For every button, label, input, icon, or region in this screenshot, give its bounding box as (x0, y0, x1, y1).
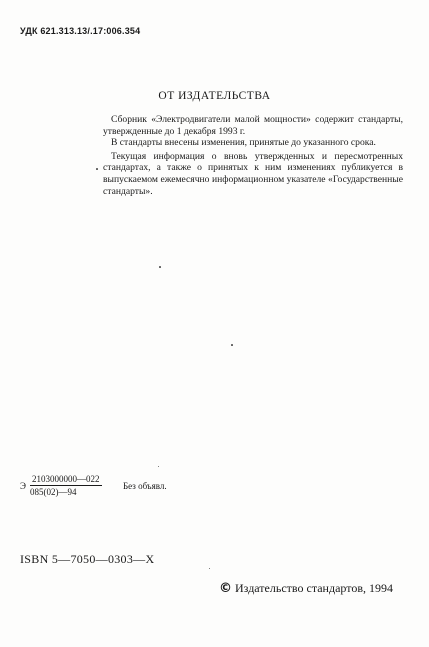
udc-code: УДК 621.313.13/.17:006.354 (20, 26, 141, 36)
publisher-note (103, 114, 403, 197)
paragraph-amendments: В стандарты внесены изменения, принятые до указанного срока. (111, 137, 376, 149)
index-prefix: Э (20, 481, 26, 491)
scan-speck (158, 466, 159, 467)
isbn: ISBN 5—7050—0303—X (20, 552, 155, 566)
index-fraction (30, 474, 102, 497)
scan-speck (96, 168, 98, 170)
page-heading: ОТ ИЗДАТЕЛЬСТВА (158, 90, 271, 102)
copyright-text: Издательство стандартов, 1994 (235, 581, 393, 595)
scan-speck (231, 344, 233, 346)
index-note: Без объявл. (123, 481, 167, 491)
copyright-line (219, 581, 393, 596)
copyright-icon: © (219, 581, 232, 596)
paragraph-information: Текущая информация о вновь утвержденных и пересмотренных стандартах, а также о принятых к ним изменениях публикуется в выпускаемом ежемесячно информационном указателе «Государственные стандарты». (103, 150, 403, 197)
index-denominator: 085(02)—94 (30, 487, 77, 497)
scan-speck (159, 266, 161, 268)
scan-speck (209, 568, 210, 569)
paragraph-collection: Сборник «Электродвигатели малой мощности» содержит стандарты, утвержденные до 1 декабря 1993 г. (103, 114, 403, 137)
index-numerator: 2103000000—022 (32, 474, 100, 484)
